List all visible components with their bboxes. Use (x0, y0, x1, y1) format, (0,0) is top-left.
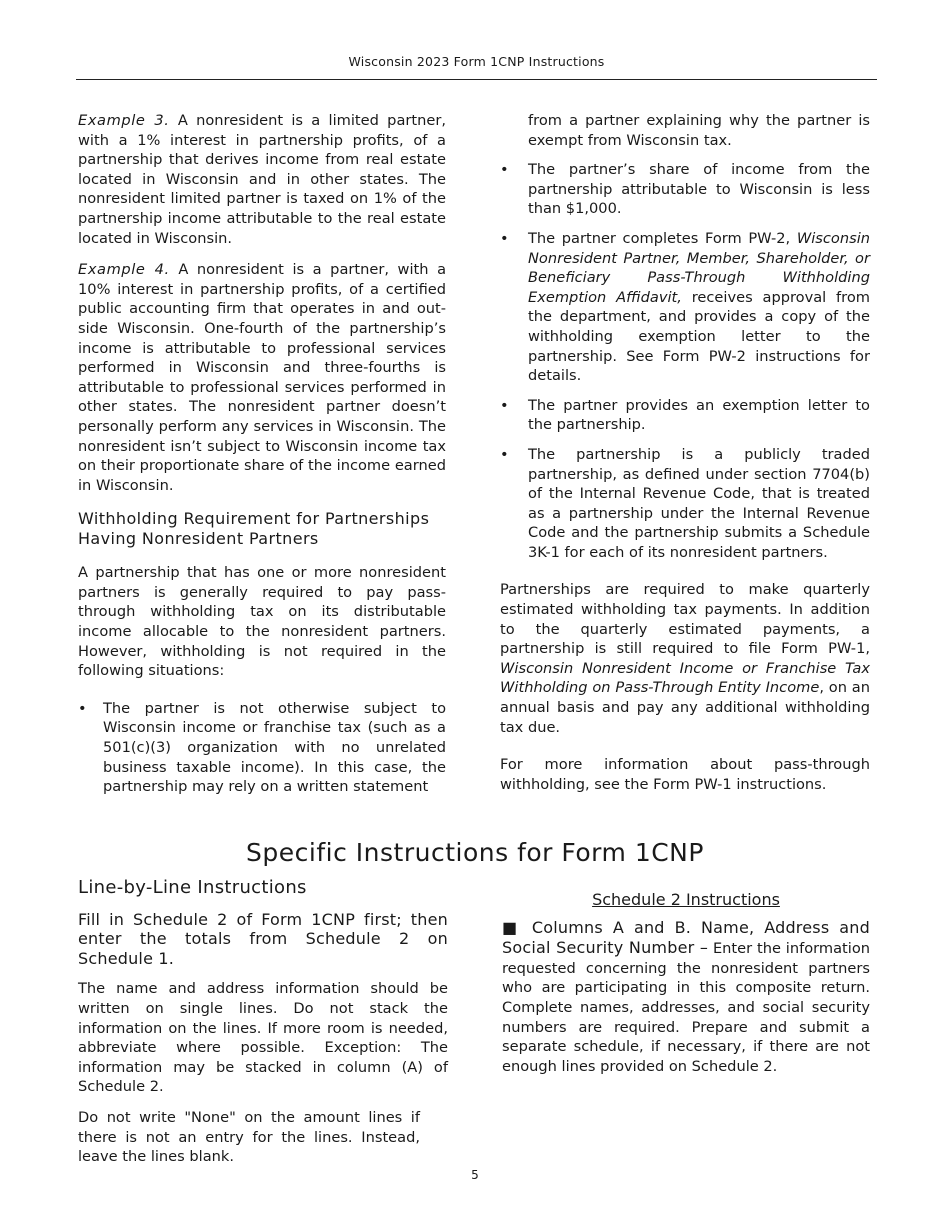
withholding-intro: A partnership that has one or more nonresident partners is generally required to pay pass-through withholding tax on its distributable income allocable to the nonresident partners. However, withholding is not required in the following situations: (78, 564, 446, 680)
form-pw2-title: Wisconsin Nonresident Partner, Member, Shareholder, or Beneficiary Pass-Through Withholding Exemption Affidavit, (528, 229, 871, 306)
right-column (500, 111, 870, 794)
withholding-subheading: Withholding Requirement for Partnerships Having Nonresident Partners (78, 509, 430, 549)
section-title: Specific Instructions for Form 1CNP (246, 838, 704, 867)
example-3 (78, 111, 446, 248)
list-item (500, 160, 870, 219)
line-by-line-p2: The name and address information should be written on single lines. Do not stack the information on the lines. If more room is needed, abbreviate where possible. Exception: The information may be stacked in column (A) of Schedule 2. (78, 980, 448, 1096)
para-text-pre: Partnerships are required to make quarterly estimated withholding tax payments. In addition to the quarterly estimated payments, a partnership is still required to file Form PW-1, (500, 581, 870, 658)
schedule2-title: Schedule 2 Instructions (592, 890, 780, 909)
bullet-continuation: from a partner explaining why the partner is exempt from Wisconsin tax. (528, 112, 870, 149)
page-number: 5 (471, 1168, 479, 1182)
example-3-text: A nonresident is a limited partner, with a 1% interest in partnership profits, of a partnership that derives income from real estate located in Wisconsin and in other states. The nonresident limited partner is taxed on 1% of the partnership income attributable to the real estate located in Wisconsin. (78, 112, 446, 247)
list-item (78, 699, 446, 797)
schedule2-text: Enter the information requested concerning the nonresident partners who are participating in this composite return. Complete names, addresses, and social security numbers are required. Prepare and submit a separate schedule, if necessary, if there are not enough lines provided on Schedule 2. (502, 940, 870, 1075)
left-column (78, 111, 446, 807)
schedule2-section (502, 890, 870, 1076)
bullet-icon: • (500, 229, 509, 247)
example-4 (78, 260, 446, 495)
more-info-paragraph: For more information about pass-through withholding, see the Form PW-1 instructions. (500, 756, 870, 793)
quarterly-payments-paragraph (500, 580, 870, 737)
bullet-icon: • (78, 699, 87, 717)
list-item (500, 229, 870, 386)
line-by-line-title: Line-by-Line Instructions (78, 877, 307, 898)
list-item (500, 396, 870, 435)
exemption-list-left (78, 699, 446, 797)
bullet-text: The partner’s share of income from the partnership attributable to Wisconsin is less than $1,000. (528, 161, 870, 218)
example-4-label: Example 4. (78, 261, 170, 279)
schedule2-paragraph (502, 918, 870, 1077)
bullet-icon: • (500, 161, 509, 179)
line-by-line-section (78, 878, 448, 1178)
page-header: Wisconsin 2023 Form 1CNP Instructions (348, 54, 605, 69)
schedule2-lead: ■ Columns A and B. Name, Address and Social Security Number – (502, 917, 870, 958)
line-by-line-p1: Fill in Schedule 2 of Form 1CNP first; then enter the totals from Schedule 2 on Schedule 1. (78, 909, 448, 968)
header-rule (76, 79, 877, 80)
example-4-text: A nonresident is a partner, with a 10% interest in partnership profits, of a certified public accounting firm that operates in and out-side Wisconsin. One-fourth of the partnership’s income is attributable to professional services performed in Wisconsin and three-fourths is attributable to professional services performed in other states. The nonresident partner doesn’t personally perform any services in Wisconsin. The nonresident isn’t subject to Wisconsin income tax on their proportionate share of the income earned in Wisconsin. (78, 261, 447, 494)
list-item (500, 445, 870, 563)
bullet-text-post: receives approval from the department, and provides a copy of the withholding exemption letter to the partnership. See Form PW-2 instructions for details. (528, 288, 870, 385)
form-pw1-title: Wisconsin Nonresident Income or Franchise Tax Withholding on Pass-Through Entity Income (500, 659, 870, 697)
para-text-post: , on an annual basis and pay any additional withholding tax due. (500, 679, 870, 736)
bullet-text: The partner is not otherwise subject to Wisconsin income or franchise tax (such as a 501(c)(3) organization with no unrelated business taxable income). In this case, the partnership may rely on a written statement (103, 699, 446, 796)
exemption-list-right (500, 160, 870, 562)
bullet-text: The partner provides an exemption letter to the partnership. (528, 396, 870, 434)
example-3-label: Example 3. (78, 112, 170, 129)
bullet-icon: • (500, 396, 509, 414)
bullet-text: The partnership is a publicly traded partnership, as defined under section 7704(b) of the Internal Revenue Code, that is treated as a partnership under the Internal Revenue Code and the partnership submits a Schedule 3K-1 for each of its nonresident partners. (528, 445, 870, 561)
bullet-text-pre: The partner completes Form PW-2, (528, 229, 791, 247)
line-by-line-p3: Do not write "None" on the amount lines if there is not an entry for the lines. Instead, leave the lines blank. (78, 1108, 420, 1166)
bullet-icon: • (500, 445, 509, 463)
